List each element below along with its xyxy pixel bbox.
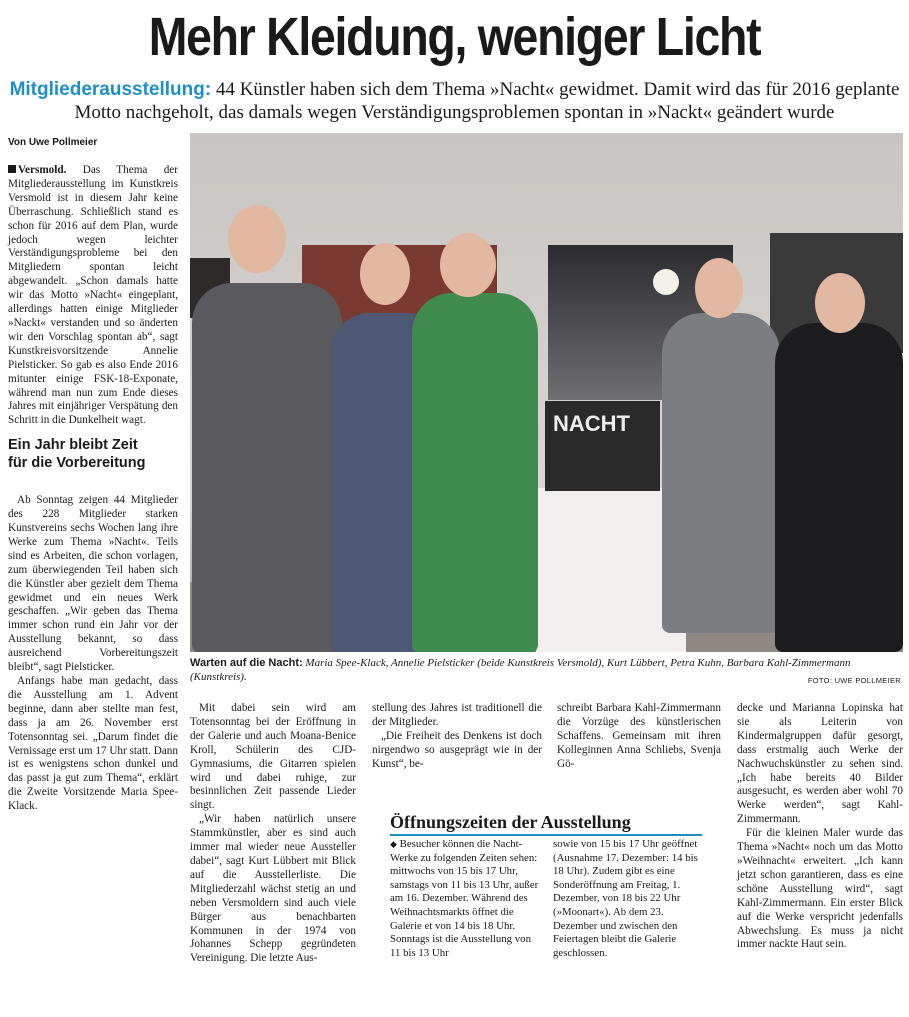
photo-credit: FOTO: UWE POLLMEIER (807, 676, 901, 685)
person-4 (662, 313, 780, 633)
column-3 (372, 702, 542, 772)
column-2 (190, 702, 356, 966)
infobox-text-1: Besucher können die Nacht-Werke zu folgenden Zeiten sehen: mittwochs von 15 bis 17 Uhr, samstags von 11 bis 13 Uhr, außer am 16. Dezember. Während des Weihnachtsmarkts öffnet die Galerie et von 14 bis 18 Uhr. Sonntags ist die Ausstellung von 11 bis 13 Uhr (390, 838, 539, 959)
person-4-head (695, 258, 743, 318)
dateline-square (8, 165, 16, 173)
art-box (545, 401, 660, 491)
col5-paragraph-2: Für die kleinen Maler wurde das Thema »Nacht« noch um das Motto »Weihnacht« erweitert. „Ich kann jetzt schon garantieren, dass es eine schöne Ausstellung wird“, sagt Kahl-Zimmermann. Ein erster Blick auf die Werke verspricht jedenfalls Abwechslung. Es muss ja nicht immer nackte Haut sein. (737, 827, 903, 951)
col1-paragraph-3: Anfangs habe man gedacht, dass die Ausstellung am 1. Advent beginne, dann aber stellte man fest, dass ja am 26. November erst Totensonntag sei. „Darum findet die Vernissage erst um 17 Uhr statt. Dann ist es wenigstens schon dunkel und das passt ja gut zum Thema“, erklärt die Zweite Vorsitzende Maria Spee-Klack. (8, 675, 178, 813)
col1-paragraph-2: Ab Sonntag zeigen 44 Mitglieder des 228 Mitglieder starken Kunstvereins sechs Wochen lang ihre Werke zum Thema »Nacht«. Teils sind es Arbeiten, die schon vorlagen, zum überwiegenden Teil haben sich die Künstler aber gezielt dem Thema gewidmet und ein neues Werk geschaffen. „Wir geben das Thema immer schon rund ein Jahr vor der Ausstellung bekannt, so dass ausreichend Vorbereitungszeit bleibt“, sagt Pielsticker. (8, 494, 178, 674)
column-5 (737, 702, 903, 952)
person-2-head (360, 243, 410, 305)
deck-line-2: Motto nachgeholt, das damals wegen Verständigungsproblemen spontan in »Nackt« geändert wurde (74, 102, 835, 123)
infobox-column-2: sowie von 15 bis 17 Uhr geöffnet (Ausnahme 17. Dezember: 14 bis 18 Uhr). Zudem gibt es eine Sonderöffnung am Freitag, 1. Dezember, von 18 bis 22 Uhr (»Moonart«). Ab dem 23. Dezember und zwischen den Feiertagen bleibt die Galerie geschlossen. (553, 838, 698, 959)
person-1-head (228, 205, 286, 273)
col1-paragraph-1 (8, 164, 178, 428)
deck (0, 78, 909, 124)
person-1 (192, 283, 342, 652)
col2-paragraph-1: Mit dabei sein wird am Totensonntag bei der Eröffnung in der Galerie und auch Moana-Benice Kroll, Schülerin des CJD-Gymnasiums, die Gitarren spielen wird und dabei ruhige, zur besinnlichen Zeit passende Lieder singt. (190, 702, 356, 812)
byline: Von Uwe Pollmeier (8, 137, 98, 148)
infobox-title: Öffnungszeiten der Ausstellung (390, 812, 702, 836)
subhead-line-2: für die Vorbereitung (8, 455, 146, 472)
photo-caption (190, 656, 903, 684)
person-3 (412, 293, 538, 652)
deck-line-1: 44 Künstler haben sich dem Thema »Nacht« gewidmet. Damit wird das für 2016 geplante (215, 79, 900, 100)
article-photo (190, 133, 903, 652)
column-4 (557, 702, 721, 772)
col5-paragraph-1: decke und Marianna Lopinska hat sie als Leiterin von Kindermalgruppen dafür gesorgt, dass erstmalig auch Werke der Nachwuchskünstler zu sehen sind. „Ich habe bereits 40 Bilder ausgesucht, es werden aber wohl 70 Werke werden“, sagt Kahl-Zimmermann. (737, 702, 903, 826)
col3-paragraph-2: „Die Freiheit des Denkens ist doch nirgendwo so ausgeprägt wie in der Kunst“, be- (372, 729, 542, 770)
headline: Mehr Kleidung, weniger Licht (148, 7, 761, 67)
col4-paragraph-1: schreibt Barbara Kahl-Zimmermann die Vorzüge des künstlerischen Schaffens. Gemeinsam mit ihren Kolleginnen Anna Schliebs, Svenja Gö- (557, 702, 721, 770)
subhead (8, 436, 178, 472)
art-box-label: NACHT (553, 411, 630, 436)
col1-p1-text: Das Thema der Mitgliederausstellung im Kunstkreis Versmold ist in diesem Jahr keine Überraschung. Schließlich stand es schon für 2016 auf dem Plan, wurde jedoch wegen leichter Verständigungsprobleme bei den Mitgliedern spontan leicht abgewandelt. „Schon damals hatte wir das Motto »Nacht« eingeplant, allerdings hatten einige Mitglieder »Nackt« verstanden und so änderten wir den Vorschlag spontan ab“, sagt Kunstkreisvorsitzende Annelie Pielsticker. So gab es also Ende 2016 mitunter einige FSK-18-Exponate, während man nun zum Ende dieses Jahres mit einjähriger Verspätung den Schritt in die Dunkelheit wagt. (8, 164, 178, 427)
subhead-line-1: Ein Jahr bleibt Zeit (8, 437, 138, 454)
col2-paragraph-2: „Wir haben natürlich unsere Stammkünstler, aber es sind auch immer mal wieder neue Aussteller dabei“, sagt Kurt Lübbert mit Blick auf die Ausstellerliste. Die Mitgliederzahl wächst stetig an und neben Versmoldern sind auch viele Bürger aus benachbarten Kommunen in der 1974 von Johannes Schepp gegründeten Vereinigung. Die letzte Aus- (190, 813, 356, 965)
caption-lead: Warten auf die Nacht: (190, 657, 303, 669)
dateline: Versmold. (18, 164, 67, 176)
person-3-head (440, 233, 496, 297)
deck-kicker: Mitgliederausstellung: (9, 79, 212, 100)
bullet-icon: ◆ (390, 839, 397, 849)
col3-paragraph-1: stellung des Jahres ist traditionell die der Mitglieder. (372, 702, 542, 728)
caption-names: Maria Spee-Klack, Annelie Pielsticker (beide Kunstkreis Versmold), Kurt Lübbert, Petra Kuhn, Barbara Kahl-Zimmermann (Kunstkreis). (190, 657, 851, 683)
person-5 (775, 323, 903, 652)
infobox-column-1 (390, 838, 542, 960)
moon (653, 269, 679, 295)
column-1 (8, 164, 178, 814)
person-5-head (815, 273, 865, 333)
